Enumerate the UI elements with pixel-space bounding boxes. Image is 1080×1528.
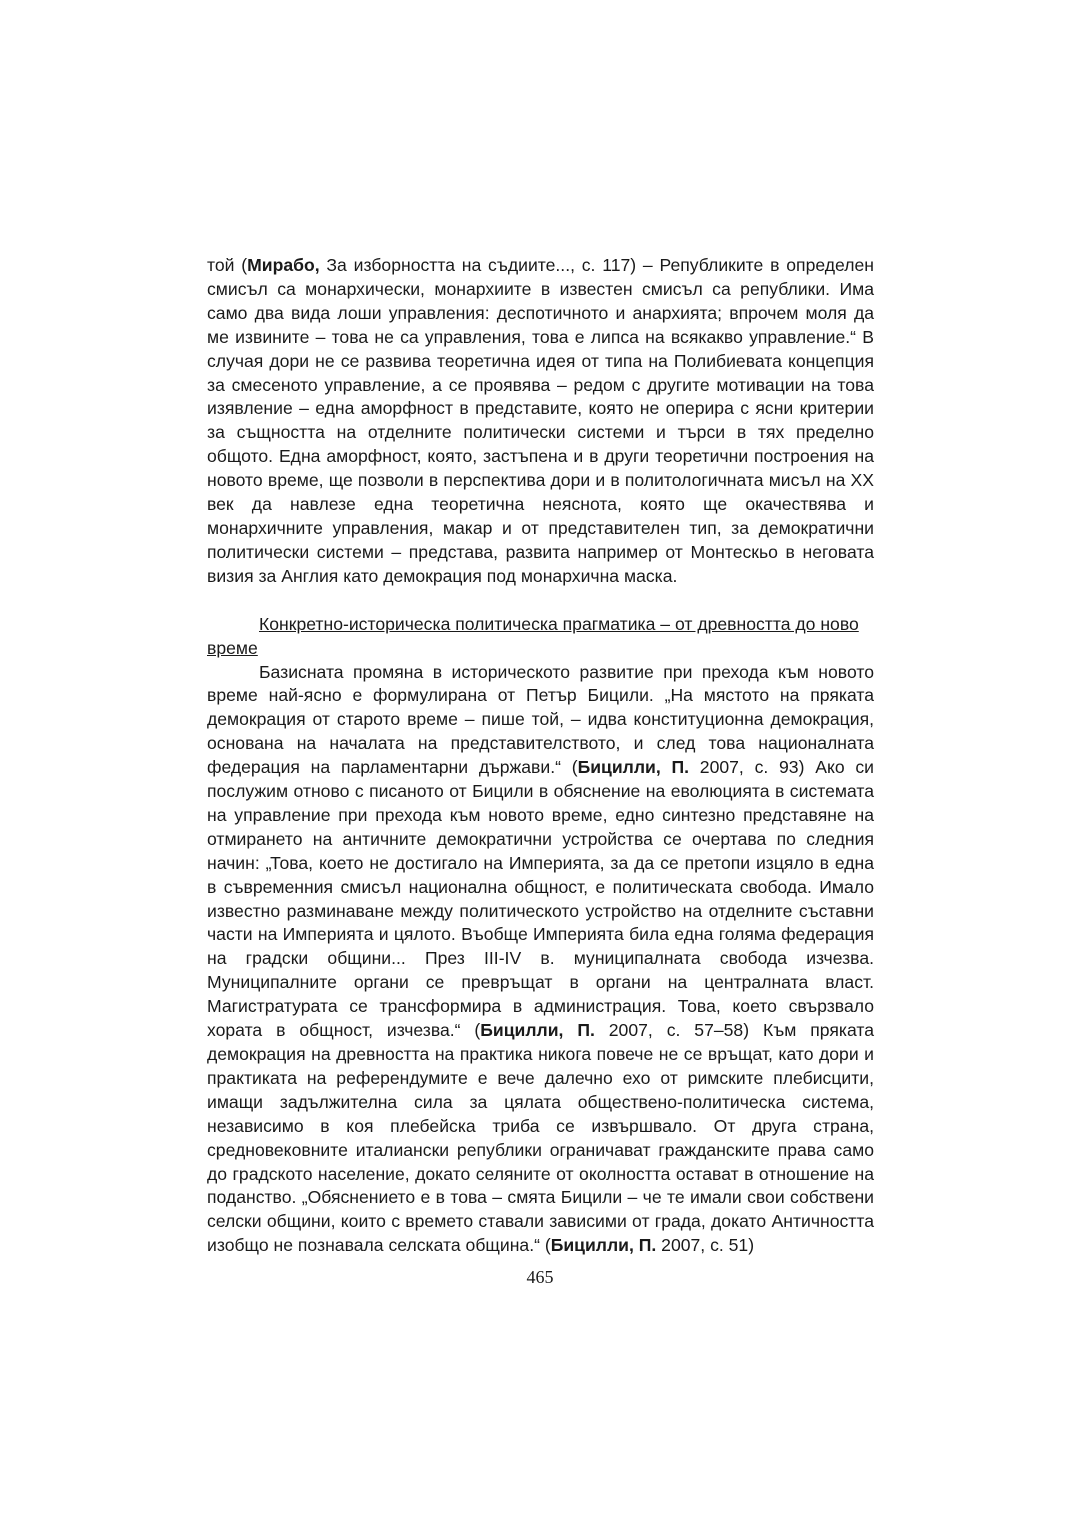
citation-source: 2007, с. 51) [656, 1235, 755, 1256]
page-number: 465 [526, 1267, 554, 1287]
text-run: той ( [207, 255, 248, 275]
citation-author: Мирабо, [247, 255, 320, 275]
citation-author: Бицилли, П. [480, 1020, 595, 1041]
page-body [207, 254, 874, 1258]
citation-source: 2007, с. 93) [689, 757, 805, 778]
text-run: Базисната промяна в историческото развитие при прехода към новото време най-ясно е формулирана от Петър Бицили. „На мястото на пряката демокрация от старото време – пише той, – идва конституционна демокрация, основана на началата на представителството, и след това националната федерация на парламентарни държави.“ ( [207, 661, 874, 778]
text-run: Към пряката демокрация на древността на практика никога повече не се връщат, като дори и практиката на референдумите е вече далечно ехо от римските плебисцити, имащи задължителна сила за цялата обществено-политическа система, независимо в коя плебейска триба се извършвало. От друга страна, средновековните италиански републики ограничават гражданските права само до градското население, докато селяните от околността остават в отношение на поданство. „Обяснението е в това – смята Бицили – че те имали свои собствени селски общини, които с времето ставали зависими от града, докато Античността изобщо не познавала селската община.“ ( [207, 1020, 874, 1256]
citation-author: Бицилли, П. [550, 1235, 657, 1256]
text-run: За изборността на съдиите..., с. 117) – Републиките в определен смисъл са монархически, монархиите в известен смисъл са републики. Има само два вида лоши управления: деспотичното и анархията; впрочем моля да ме извините – това не са управления, това е липса на всякакво управление.“ В случая дори не се развива теоретична идея от типа на Полибиевата концепция за смесеното управление, а се проявява – редом с другите мотивации на това изявление – една аморфност в представите, която не оперира с ясни критерии за същността на отделните политически системи и търси в тях пределно общото. Една аморфност, която, застъпена и в други теоретични построения на новото време, ще позволи в перспектива дори и в политологичната мисъл на XX век да навлезе една теоретична неяснота, която ще окачествява и монархичните управления, макар и от представителен тип, за демократични политически системи – представа, развита например от Монтескьо в неговата визия за Англия като демокрация под монархична маска. [207, 255, 874, 586]
paragraph-main [207, 661, 874, 1259]
citation-source: 2007, с. 57–58) [594, 1020, 750, 1041]
section-heading: Конкретно-историческа политическа прагматика – от древността до ново време [207, 613, 859, 658]
citation-author: Бицилли, П. [577, 757, 690, 778]
text-run: Ако си послужим отново с писаното от Бицили в обяснение на еволюцията в системата на управление при прехода към новото време, едно синтезно представяне на отмирането на античните демократични устройства се очертава по следния начин: „Това, което не достигало на Империята, за да се претопи изцяло в една в съвременния смисъл национална общност, е политическата свобода. Имало известно разминаване между политическото устройство на отделните съставни части на Империята и цялото. Въобще Империята била една голяма федерация на градски общини... През III-IV в. муниципалната свобода изчезва. Муниципалните органи се превръщат в органи на централната власт. Магистратурата се трансформира в администрация. Това, което свързвало хората в общност, изчезва.“ ( [207, 757, 875, 1041]
paragraph-continuation [207, 254, 874, 589]
